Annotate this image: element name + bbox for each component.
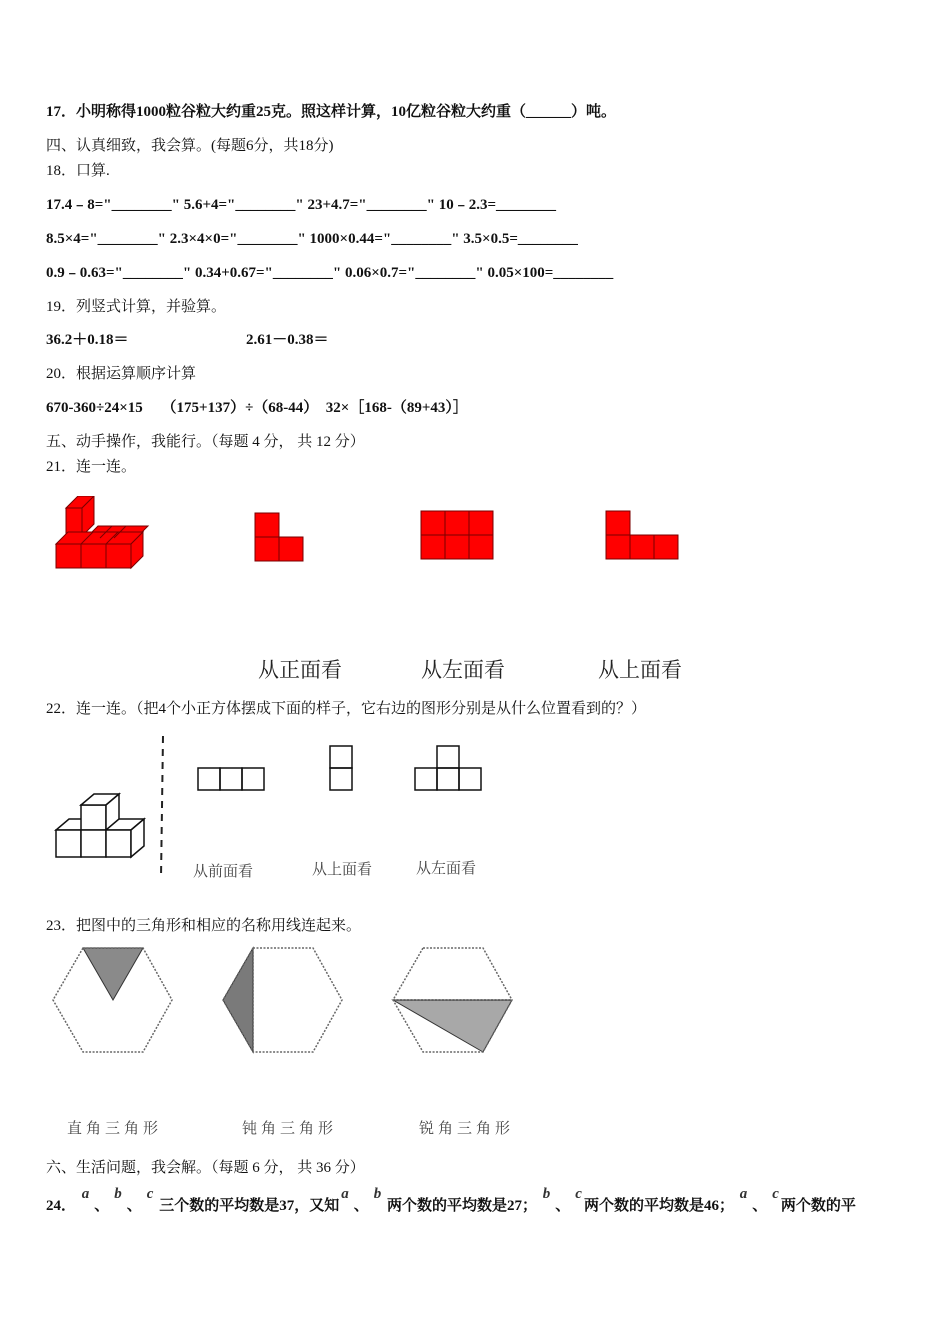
triangle-label-obtuse: 钝角三角形 xyxy=(242,1119,338,1137)
red-front-view-figure xyxy=(254,512,306,564)
separator: 、 xyxy=(94,1198,110,1214)
outline-left-view-figure xyxy=(413,744,485,794)
view-label-left: 从左面看 xyxy=(421,658,505,682)
section-5-title: 五、动手操作，我能行。（每题 4 分， 共 12 分） xyxy=(46,434,365,450)
question-24-text-1: 三个数的平均数是37，又知 xyxy=(159,1198,340,1214)
view-label-top-22: 从上面看 xyxy=(312,860,373,878)
view-label-front-22: 从前面看 xyxy=(193,862,254,880)
question-24-number: 24． xyxy=(46,1198,77,1214)
var-c: c xyxy=(772,1186,779,1202)
var-a: a xyxy=(81,1186,90,1202)
var-b: b xyxy=(114,1186,122,1202)
vertical-calc-2: 2.61－0.38＝ xyxy=(246,332,329,348)
red-cube-stack-figure xyxy=(52,496,152,572)
triangle-label-acute: 锐角三角形 xyxy=(419,1119,515,1137)
question-24-text-4: 两个数的平 xyxy=(780,1198,856,1214)
outline-top-view-figure xyxy=(328,744,356,794)
separator: 、 xyxy=(353,1198,369,1214)
order-of-operations-exprs: 670-360÷24×15 （175+137）÷（68-44） 32×［168-（89+43）］ xyxy=(46,400,468,416)
dashed-divider xyxy=(158,734,168,880)
question-22-title: 22．连一连。（把4个小正方体摆成下面的样子，它右边的图形分别是从什么位置看到的？） xyxy=(46,701,647,717)
var-a: a xyxy=(341,1186,349,1202)
question-20-title: 20．根据运算顺序计算 xyxy=(46,366,197,382)
section-6-title: 六、生活问题，我会解。（每题 6 分， 共 36 分） xyxy=(46,1160,365,1176)
triangle-label-right: 直角三角形 xyxy=(67,1119,163,1137)
question-18-title: 18．口算. xyxy=(46,163,110,179)
hexagon-triangle-1 xyxy=(50,946,174,1058)
separator: 、 xyxy=(752,1198,768,1214)
var-a: a xyxy=(739,1186,748,1202)
question-19-title: 19．列竖式计算，并验算。 xyxy=(46,299,227,315)
white-cube-stack-figure xyxy=(52,790,152,862)
var-c: c xyxy=(575,1186,582,1202)
var-c: c xyxy=(146,1186,154,1202)
outline-front-view-figure xyxy=(196,766,266,794)
mental-math-row-3: 0.9﹣0.63="________" 0.34+0.67="________" 0.06×0.7="________" 0.05×100=________ xyxy=(46,265,614,281)
red-left-view-figure xyxy=(420,510,496,562)
view-label-left-22: 从左面看 xyxy=(416,859,477,877)
var-b: b xyxy=(542,1186,551,1202)
question-24-text-2: 两个数的平均数是27； xyxy=(387,1198,538,1214)
question-24-text-3: 两个数的平均数是46； xyxy=(583,1198,734,1214)
view-label-front: 从正面看 xyxy=(258,658,342,682)
question-17: 17．小明称得1000粒谷粒大约重25克。照这样计算，10亿粒谷粒大约重（______）吨。 xyxy=(46,104,617,120)
hexagon-triangle-2 xyxy=(220,946,344,1058)
mental-math-row-1: 17.4﹣8="________" 5.6+4="________" 23+4.7="________" 10﹣2.3=________ xyxy=(46,197,557,213)
separator: 、 xyxy=(126,1198,142,1214)
red-top-view-figure xyxy=(605,510,681,562)
vertical-calc-1: 36.2＋0.18＝ xyxy=(46,332,129,348)
question-24 xyxy=(46,1186,856,1216)
section-4-title: 四、认真细致，我会算。(每题6分，共18分) xyxy=(46,138,334,154)
var-b: b xyxy=(373,1186,382,1202)
mental-math-row-2: 8.5×4="________" 2.3×4×0="________" 1000×0.44="________" 3.5×0.5=________ xyxy=(46,231,578,247)
separator: 、 xyxy=(555,1198,571,1214)
question-23-title: 23．把图中的三角形和相应的名称用线连起来。 xyxy=(46,918,362,934)
view-label-top: 从上面看 xyxy=(598,658,682,682)
question-21-title: 21．连一连。 xyxy=(46,459,137,475)
hexagon-triangle-3 xyxy=(390,946,514,1058)
